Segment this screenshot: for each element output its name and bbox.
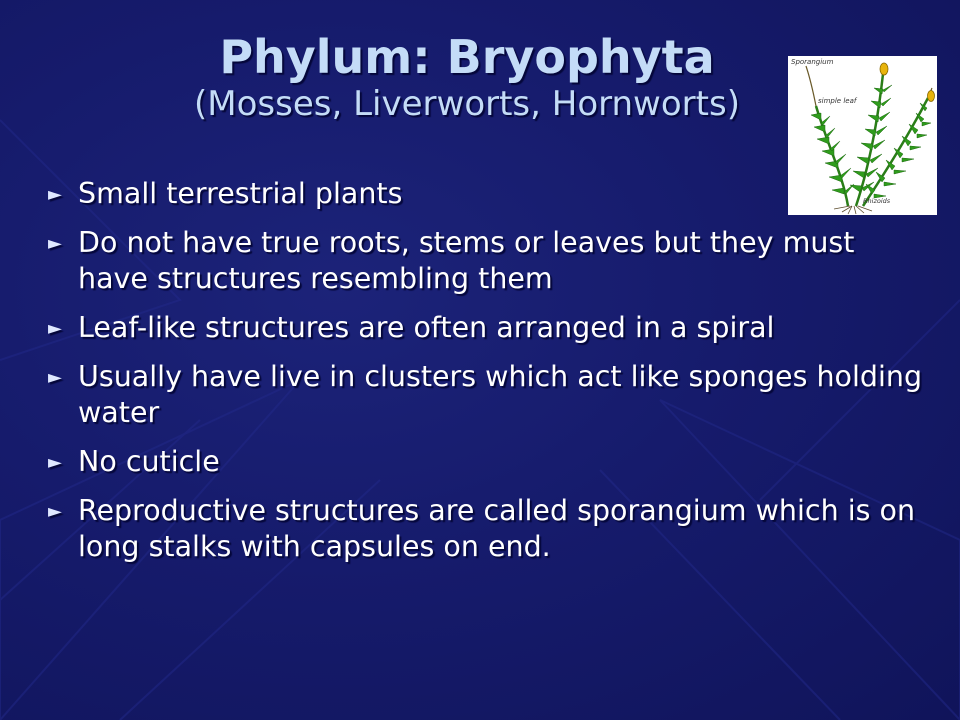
bullet-text: Reproductive structures are called sporangium which is on long stalks with capsules on end. bbox=[78, 494, 916, 563]
bullet-arrow-icon: ► bbox=[48, 318, 62, 339]
bullet-item bbox=[48, 444, 928, 480]
bullet-list bbox=[48, 176, 928, 578]
slide-subtitle: (Mosses, Liverworts, Hornworts) bbox=[194, 84, 740, 124]
bullet-arrow-icon: ► bbox=[48, 233, 62, 254]
slide-title: Phylum: Bryophyta bbox=[219, 30, 715, 84]
bullet-arrow-icon: ► bbox=[48, 184, 62, 205]
title-block bbox=[150, 30, 784, 124]
bullet-item bbox=[48, 493, 928, 565]
bullet-arrow-icon: ► bbox=[48, 367, 62, 388]
bullet-item bbox=[48, 359, 928, 431]
bullet-arrow-icon: ► bbox=[48, 452, 62, 473]
bullet-item bbox=[48, 310, 928, 346]
bullet-item bbox=[48, 225, 928, 297]
simple-leaf-label: simple leaf bbox=[818, 97, 857, 105]
bullet-text: Usually have live in clusters which act like sponges holding water bbox=[78, 360, 923, 429]
bullet-item bbox=[48, 176, 928, 212]
bullet-text: Do not have true roots, stems or leaves but they must have structures resembling them bbox=[78, 226, 855, 295]
rhizoids-label: Rhizoids bbox=[863, 197, 891, 205]
bullet-text: Leaf-like structures are often arranged in a spiral bbox=[78, 311, 775, 344]
bullet-arrow-icon: ► bbox=[48, 501, 62, 522]
bullet-text: No cuticle bbox=[78, 445, 220, 478]
bullet-text: Small terrestrial plants bbox=[78, 177, 403, 210]
sporangium-label: Sporangium bbox=[791, 58, 834, 66]
